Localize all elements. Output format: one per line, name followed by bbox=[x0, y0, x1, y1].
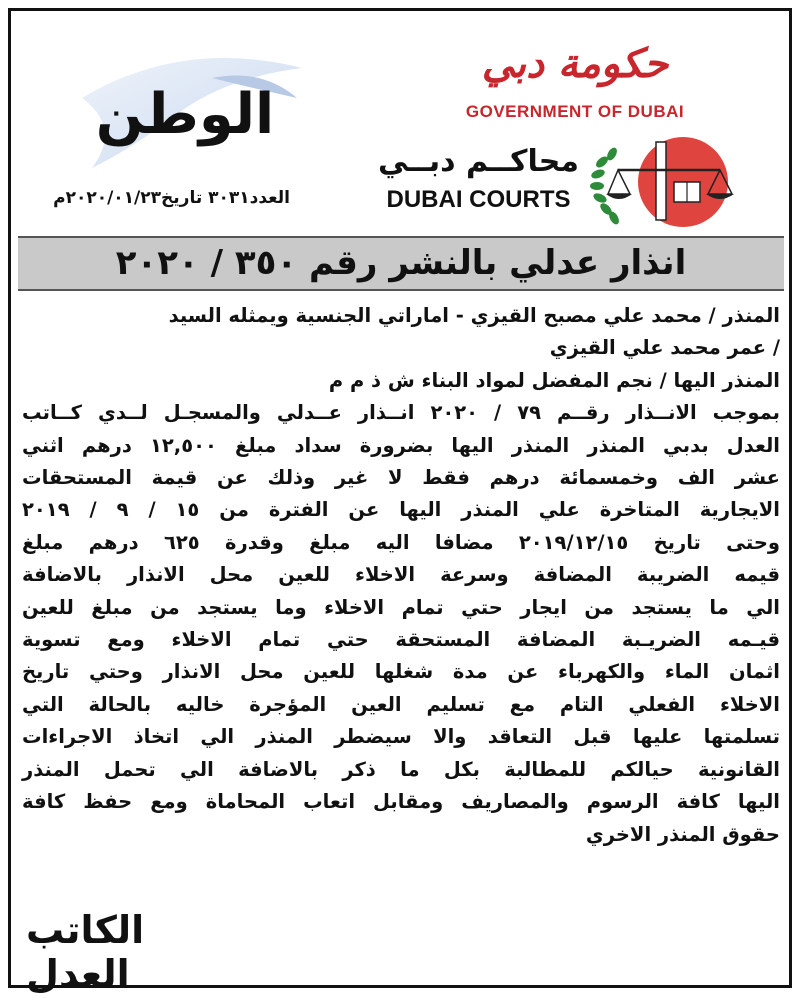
newspaper-name: الوطن bbox=[95, 82, 275, 147]
notice-line: المنذر / محمد علي مصبح القيزي - اماراتي الجنسية ويمثله السيد bbox=[168, 304, 780, 327]
notice-line: اليها كافة الرسوم والمصاريف ومقابل اتعاب المحاماة ومع حفظ كافة bbox=[22, 790, 780, 814]
notice-line: قيمه الضريبة المضافة وسرعة الاخلاء للعين محل الانذار بالاضافة bbox=[22, 563, 780, 587]
government-logo-arabic: حكومة دبي bbox=[481, 40, 669, 87]
notice-line: تسلمتها عليها قبل التعاقد والا سيضطر المنذر الي اتخاذ الاجراءات bbox=[22, 725, 780, 749]
notice-line: المنذر اليها / نجم المفضل لمواد البناء ش ذ م م bbox=[328, 368, 780, 392]
notice-title: انذار عدلي بالنشر رقم ٣٥٠ / ٢٠٢٠ bbox=[115, 243, 687, 283]
notice-line: العدل بدبي المنذر المنذر اليها بضرورة سداد مبلغ ١٢,٥٠٠ درهم اثني bbox=[22, 433, 780, 457]
notice-line: بموجب الانــذار رقــم ٧٩ / ٢٠٢٠ انــذار عــدلي والمسجـل لــدي كــاتب bbox=[22, 401, 780, 425]
dubai-courts-emblem-icon bbox=[588, 132, 768, 232]
government-logo-english: GOVERNMENT OF DUBAI bbox=[465, 102, 685, 121]
courts-name-arabic: محاكــم دبــي bbox=[378, 144, 579, 179]
notice-line: الي ما يستجد من ايجار حتي تمام الاخلاء وما يستجد من مبلغ للعين bbox=[22, 595, 780, 619]
notice-body bbox=[22, 300, 780, 851]
notice-line: وحتى تاريخ ٢٠١٩/١٢/١٥ مضافا اليه مبلغ وقدرة ٦٢٥ درهم مبلغ bbox=[22, 530, 781, 554]
notice-line: الاخلاء الفعلي التام مع تسليم العين المؤجرة خاليه بالحالة التي bbox=[22, 692, 780, 716]
notice-line: اثمان الماء والكهرباء عن مدة شغلها للعين محل الانذار وحتي تاريخ bbox=[22, 660, 780, 684]
notice-line: حقوق المنذر الاخري bbox=[585, 822, 780, 846]
notice-line: / عمر محمد علي القيزي bbox=[549, 336, 780, 360]
issue-number-date: العدد٣٠٣١ تاريخ٢٠٢٠/٠١/٢٣م bbox=[53, 188, 290, 208]
notice-line: عشر الف وخمسمائة درهم فقط لا غير وذلك عن قيمة المستحقات bbox=[22, 466, 780, 490]
laurel-icon bbox=[590, 146, 621, 226]
notice-line: قيـمه الضريـبة المضافة المستحقة حتي تمام الاخلاء ومع تسوية bbox=[22, 628, 780, 652]
notice-line: الايجارية المتاخرة علي المنذر اليها عن الفترة من ١٥ / ٩ / ٢٠١٩ bbox=[22, 498, 780, 522]
notary-signature: الكاتب العدل bbox=[26, 908, 145, 996]
courts-name-english: DUBAI COURTS bbox=[386, 186, 571, 213]
notice-line: القانونية حيالكم للمطالبة بكل ما ذكر بالاضافة الي تحمل المنذر bbox=[22, 757, 780, 781]
